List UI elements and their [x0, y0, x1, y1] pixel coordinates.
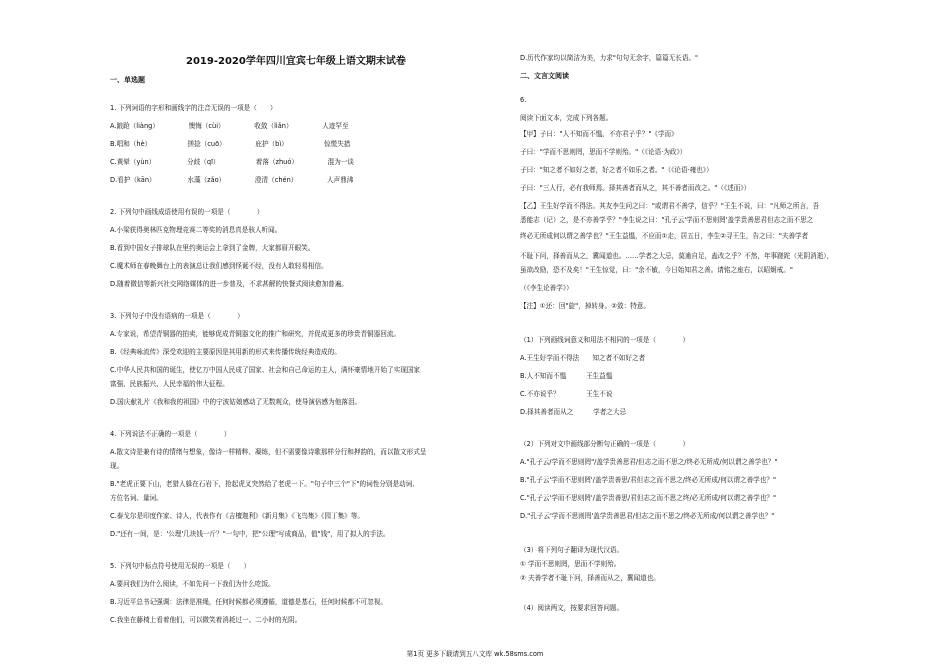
text-line: 6.	[520, 96, 527, 104]
text-line: B.习近平总书记强调：法律是准绳，任何时候都必须遵循，道德是基石，任何时候都不可忽视。	[110, 598, 387, 606]
text-line: A.小梁获得奥林匹克物理竞赛二等奖的消息真是骇人听闻。	[110, 226, 282, 234]
text-line: 虽欲改励，恐不及矣！"王生惊觉，曰："余不敏，今日始知君之善。请铭之座右，以昭炯戒。"	[520, 266, 793, 274]
text-line: 富强、民族振兴、人民幸福的伟大征程。	[110, 380, 229, 388]
text-line: 子曰："知之者不如好之者，好之者不如乐之者。"（《论语·雍也》）	[520, 166, 713, 174]
text-line: ① 学而不思则罔，思而不学则殆。	[520, 560, 621, 568]
text-line: 4. 下列说法不正确的一项是（ ）	[110, 430, 231, 438]
text-line: （4）阅读两文，按要求回答问题。	[520, 604, 624, 612]
text-line: D.随着微信等新兴社交网络媒体的进一步普及，不求甚解的快餐式阅读愈加普遍。	[110, 280, 348, 288]
text-line: D.国庆献礼片《我和我的祖国》中的宁波姑娘感动了无数观众，使导演倍感为他落泪。	[110, 398, 362, 406]
section-heading: 二、文言文阅读	[520, 72, 569, 80]
text-line: （3）将下列句子翻译为现代汉语。	[520, 546, 624, 554]
text-line: ② 夫善学者不耻下问，择善而从之，冀闻道也。	[520, 574, 660, 582]
text-line: 【乙】王生好学而不得法。其友李生问之曰："或谓君不善学，信乎？"王生不说，曰："凡师之所言，吾	[520, 202, 820, 210]
text-line: B."老虎正要下山，老猎人躲在石岩下，抢起虎叉突然给了老虎一下。"句子中三个"下"的词性分别是动词、	[110, 480, 419, 488]
text-line: 子曰："学而不思则罔，思而不学则殆。"（《论语·为政》）	[520, 148, 687, 156]
text-line: A.散文诗是兼有诗的情绪与想象，像诗一样精粹、凝练，但不需要像诗歌那样分行和押韵的，而以散文形式呈	[110, 448, 427, 456]
text-line: （2）下列对文中画线部分断句正确的一项是（ ）	[520, 440, 690, 448]
text-line: 5. 下列句中标点符号使用无误的一项是（ ）	[110, 562, 251, 570]
text-line: D.历代作家均以简洁为美，力求"句句无余字，篇篇无长语。"	[520, 54, 699, 62]
text-line: C."孔子云'学而不思则罔'/盖学贵善思/君但志之而不思之终/必无所成/何以谓之善学也？"	[520, 494, 777, 502]
text-line: B.人不知而不愠 王生益愠	[520, 372, 613, 380]
text-line: 子曰："三人行，必有我师焉。择其善者而从之，其不善者而改之。"（《述而》）	[520, 184, 751, 192]
text-line: D."还有一间，是：'公理'几块钱一斤？"一句中，把"公理"写成商品，值"钱"，用了拟人的手法。	[110, 530, 390, 538]
text-line: 方位名词、量词。	[110, 494, 163, 502]
text-line: 【甲】子曰："人不知而不愠，不亦君子乎？"《学而》	[520, 130, 678, 138]
text-line: A."孔子云/学而不思则罔"/盖学贵善思君/但志之而不思之/终必无所成/何以谓之善学也？"	[520, 458, 778, 466]
text-line: A.王生好学而不得法 知之者不如好之者	[520, 354, 646, 362]
text-line: A.要问我们为什么阅读，不如先问一下我们为什么吃饭。	[110, 580, 275, 588]
text-line: D.看护（kān） 水藻（zǎo） 澄清（chén） 人声鼎沸	[110, 176, 354, 184]
text-line: C.我坐在藤椅上看着他们，可以微笑着消耗过一、二小时的光阴。	[110, 616, 302, 624]
text-line: 【注】①还：回"旋"，掉转身。②敛：特意。	[520, 302, 650, 310]
text-line: 悉能志（记）之，是不亦善学乎？"李生说之曰："孔子云'学而不思则罔'盖学贵善思君但志之而不思之	[520, 216, 814, 224]
text-line: （《李生论善学》）	[520, 284, 573, 292]
text-line: D."孔子云'学而不思则罔'盖学贵善思君/但志之而不思之/终必无所成/何以谓之善学也？"	[520, 512, 775, 520]
text-line: B.看到中国女子排球队在里约奥运会上拿到了金牌，大家都眉开眼笑。	[110, 244, 315, 252]
text-line: A.踉跄（liàng） 懊悔（cùi） 收敛（liǎn） 人迹罕至	[110, 122, 349, 130]
text-line: D.择其善者而从之 学者之大忌	[520, 408, 627, 416]
text-line: C.不亦说乎？ 王生不说	[520, 390, 613, 398]
text-line: （1）下列画线词意义和用法不相同的一项是（ ）	[520, 336, 690, 344]
text-line: B.唱和（hè） 搓捻（cuō） 庇护（bì） 惊慌失措	[110, 140, 351, 148]
text-line: C.中华人民共和国的诞生，使亿万中国人民成了国家、社会和自己命运的主人，满怀豪情地开始了实现国家	[110, 366, 421, 374]
text-line: C.泰戈尔是印度作家、诗人，代表作有《吉檀迦利》《新月集》《飞鸟集》《园丁集》等。	[110, 512, 364, 520]
page-footer: 第1页 更多下载请到五八文库 wk.58sms.com	[406, 650, 544, 658]
page-title: 2019-2020学年四川宜宾七年级上语文期末试卷	[186, 56, 406, 67]
text-line: 不耻下问，择善而从之，冀闻道也。……学者之大忌，莫逾自足，盍改之乎？不然，年事蹉跎（光阴消逝），	[520, 252, 834, 260]
text-line: 现。	[110, 462, 124, 470]
text-line: C.黄晕（yùn） 分歧（qī） 着落（zhuó） 混为一谈	[110, 158, 355, 166]
text-line: 3. 下列句子中没有语病的一项是（ ）	[110, 312, 244, 320]
text-line: 终必无所成何以谓之善学也？"王生益愠，不应而①走，居五日，李生②寻王生，告之曰："夫善学者	[520, 232, 809, 240]
text-line: B."孔子云'学而不思则罔'/盖学贵善思/君但志之而不思之/终必无所成/何以谓之善学也？"	[520, 476, 776, 484]
text-line: 2. 下列句中画线成语使用有误的一项是（ ）	[110, 208, 264, 216]
text-line: 阅读下面文本，完成下列各题。	[520, 114, 613, 122]
text-line: 1. 下列词语的字形和画线字的注音无误的一项是（ ）	[110, 104, 277, 112]
text-line: B.《经典咏流传》深受欢迎的主要原因是其用新的形式来传播传统经典造成的。	[110, 348, 341, 356]
text-line: C.魔术师在春晚舞台上的表演总让我们感到怪诞不经，没有人敢轻易相信。	[110, 262, 328, 270]
section-heading: 一、单选题	[110, 76, 145, 84]
text-line: A.专家说，希望青铜器的拍卖，能够促成青铜器文化的推广和研究，并促成更多的珍贵青铜器回流。	[110, 330, 401, 338]
